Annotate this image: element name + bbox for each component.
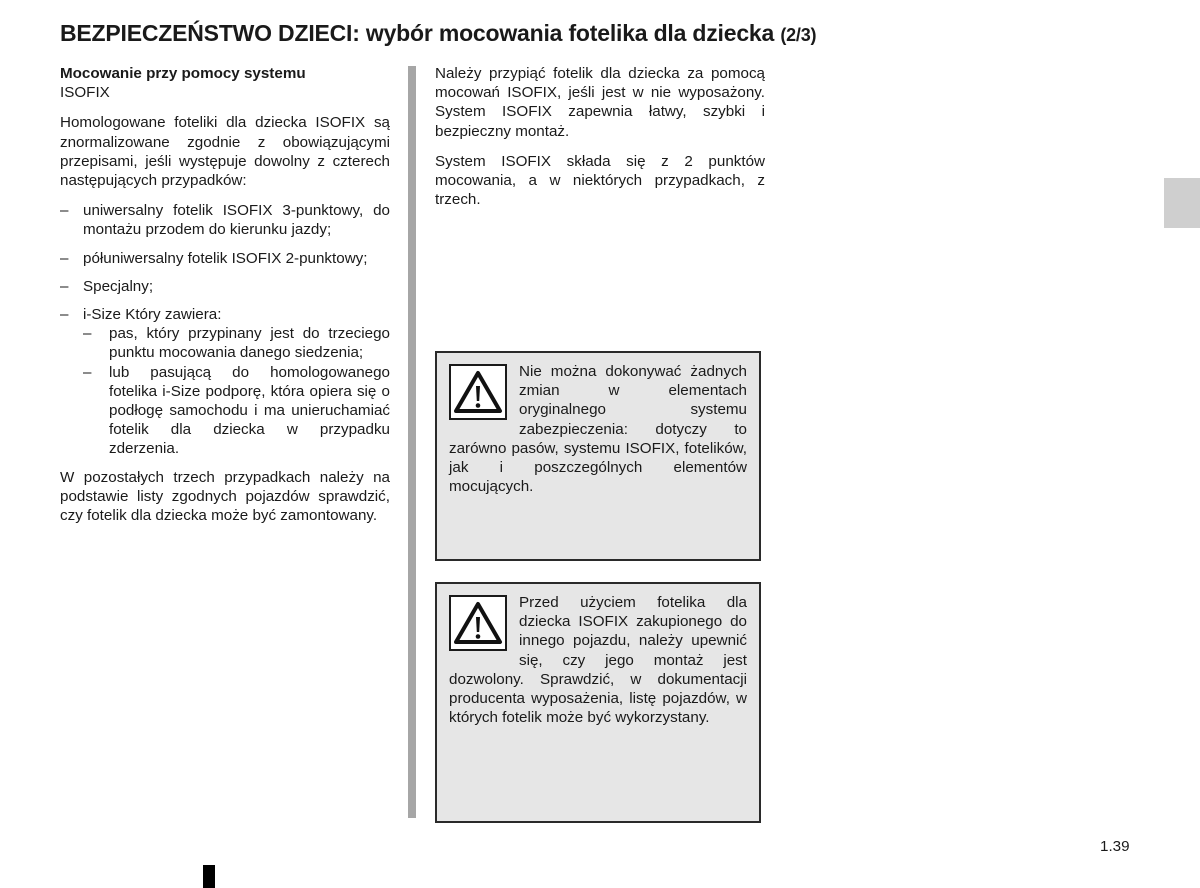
sub-list-item: – lub pasującą do homologowanego fotelika i-Size podporę, która opiera się o podłogę samochodu i ma unieruchamiać fotelik dla dziecka w przypadku zderzenia.: [83, 363, 390, 459]
list-item: [60, 305, 390, 459]
section-heading-bold: Mocowanie przy pomocy systemu: [60, 65, 306, 82]
section-heading: [60, 64, 390, 102]
page-number: 1.39: [1100, 838, 1130, 855]
page-title-part: (2/3): [780, 25, 817, 45]
sub-list: [83, 324, 390, 458]
list-item: – uniwersalny fotelik ISOFIX 3-punktowy, do montażu przodem do kierunku jazdy;: [60, 201, 390, 239]
page-title-main: BEZPIECZEŃSTWO DZIECI: wybór mocowania fotelika dla dziecka: [60, 20, 775, 46]
list-item: – Specjalny;: [60, 277, 390, 296]
warning-triangle-icon: [449, 364, 507, 420]
isofix-paragraph-2: System ISOFIX składa się z 2 punktów mocowania, a w niektórych przypadkach, z trzech.: [435, 152, 765, 209]
middle-column: [435, 64, 765, 220]
warning-triangle-icon: [449, 595, 507, 651]
page-title: [60, 19, 1140, 49]
outro-paragraph: W pozostałych trzech przypadkach należy na podstawie listy zgodnych pojazdów sprawdzić, czy fotelik dla dziecka może być zamontowany.: [60, 468, 390, 525]
warning-text: Nie można dokonywać żadnych zmian w elementach oryginalnego systemu zabezpieczenia: dotyczy to zarówno pasów, systemu ISOFIX, fotelików, jak i poszczególnych elementów mocujących.: [449, 363, 747, 496]
warning-box: [435, 582, 761, 823]
left-column: [60, 64, 390, 536]
isofix-paragraph-1: Należy przypiąć fotelik dla dziecka za pomocą mocowań ISOFIX, jeśli jest w nie wyposażony. System ISOFIX zapewnia łatwy, szybki i bezpieczny montaż.: [435, 65, 765, 140]
intro-paragraph: Homologowane foteliki dla dziecka ISOFIX są znormalizowane zgodnie z obowiązującymi przepisami, jeśli występuje dowolny z czterech następujących przypadków:: [60, 114, 390, 190]
sub-list-item: – pas, który przypinany jest do trzeciego punktu mocowania danego siedzenia;: [83, 324, 390, 362]
crop-marker: [203, 865, 215, 888]
case-list: [60, 201, 390, 458]
list-item-text: i-Size Który zawiera:: [83, 306, 222, 324]
column-divider: [408, 66, 416, 818]
list-item: – półuniwersalny fotelik ISOFIX 2-punktowy;: [60, 249, 390, 268]
warning-text: Przed użyciem fotelika dla dziecka ISOFIX zakupionego do innego pojazdu, należy upewnić się, czy jego montaż jest dozwolony. Sprawdzić, w dokumentacji producenta wyposażenia, listę pojazdów, w których fotelik może być wykorzystany.: [449, 594, 747, 727]
section-heading-rest: ISOFIX: [60, 84, 110, 102]
warning-box: [435, 351, 761, 561]
section-tab: [1164, 178, 1200, 228]
